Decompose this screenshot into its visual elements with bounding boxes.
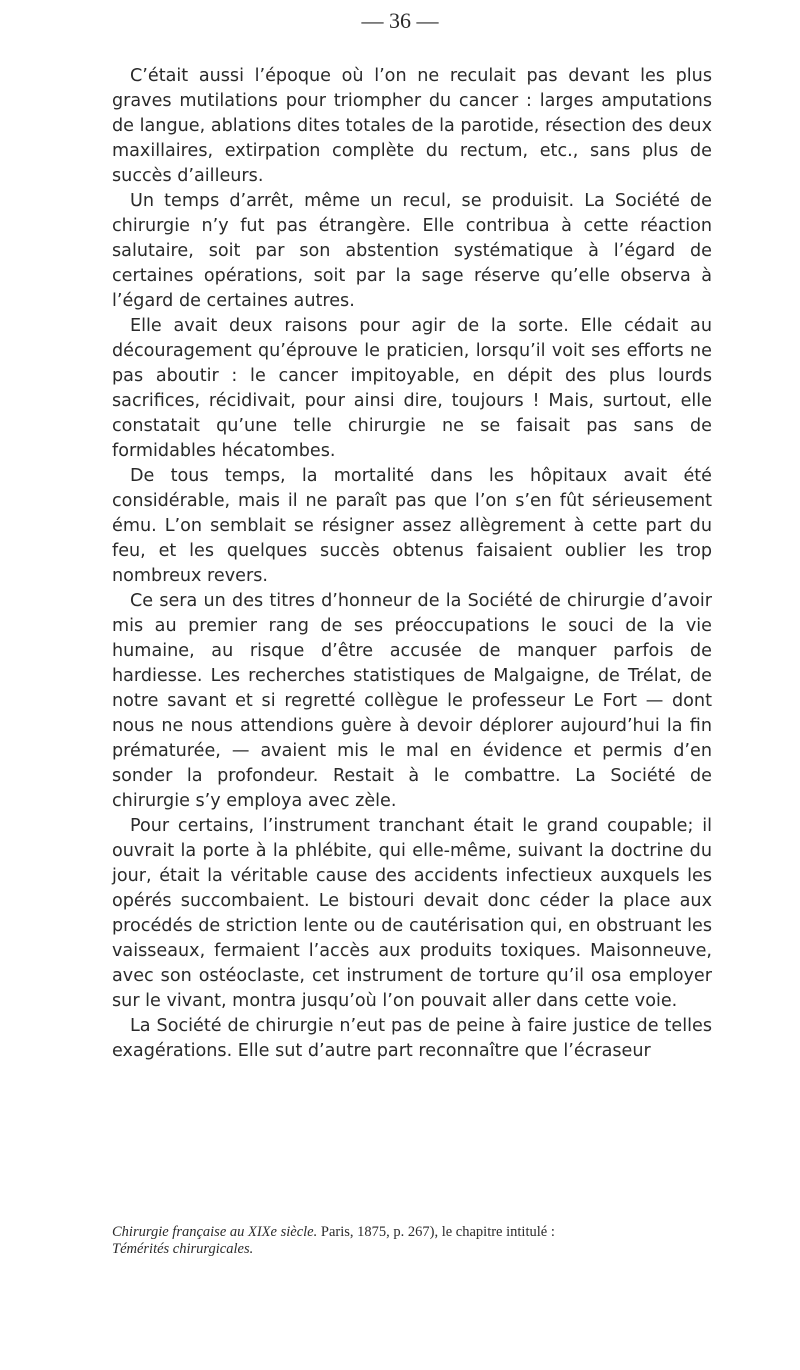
body-text <box>112 64 712 1064</box>
footnote-title: Chirurgie française au XIXe siècle. <box>112 1224 318 1240</box>
paragraph-6: Pour certains, l’instrument tranchant était le grand coupable; il ouvrait la porte à la phlébite, qui elle-même, suivant la doctrine du jour, était la véritable cause des accidents infectieux auxquels les opérés succombaient. Le bistouri devait donc céder la place aux procédés de striction lente ou de cautérisation qui, en obstruant les vaisseaux, fermaient l’accès aux produits toxiques. Maisonneuve, avec son ostéoclaste, cet instrument de torture qu’il osa employer sur le vivant, montra jusqu’où l’on pouvait aller dans cette voie. <box>112 816 712 1011</box>
paragraph-3: Elle avait deux raisons pour agir de la sorte. Elle cédait au découragement qu’éprouve le praticien, lorsqu’il voit ses efforts ne pas aboutir : le cancer impitoyable, en dépit des plus lourds sacrifices, récidivait, pour ainsi dire, toujours ! Mais, surtout, elle constatait qu’une telle chirurgie ne se faisait pas sans de formidables hécatombes. <box>112 316 712 461</box>
paragraph-2: Un temps d’arrêt, même un recul, se produisit. La Société de chirurgie n’y fut pas étrangère. Elle contribua à cette réaction salutaire, soit par son abstention systématique à l’égard de certaines opérations, soit par la sage réserve qu’elle observa à l’égard de certaines autres. <box>112 191 712 311</box>
page-number: — 36 — <box>361 8 439 33</box>
paragraph-4: De tous temps, la mortalité dans les hôpitaux avait été considérable, mais il ne paraît pas que l’on s’en fût sérieusement ému. L’on semblait se résigner assez allègrement à cette part du feu, et les quelques succès obtenus faisaient oublier les trop nombreux revers. <box>112 466 712 586</box>
paragraph-7: La Société de chirurgie n’eut pas de peine à faire justice de telles exagérations. Elle sut d’autre part reconnaître que l’écraseur <box>112 1016 712 1061</box>
footnote <box>112 1224 712 1258</box>
paragraph-5: Ce sera un des titres d’honneur de la Société de chirurgie d’avoir mis au premier rang de ses préoccupations le souci de la vie humaine, au risque d’être accusée de manquer parfois de hardiesse. Les recherches statistiques de Malgaigne, de Trélat, de notre savant et si regretté collègue le professeur Le Fort — dont nous ne nous attendions guère à devoir déplorer aujourd’hui la fin prématurée, — avaient mis le mal en évidence et permis d’en sonder la profondeur. Restait à le combattre. La Société de chirurgie s’y employa avec zèle. <box>112 591 712 811</box>
footnote-chapter: Témérités chirurgicales. <box>112 1241 254 1257</box>
footnote-details: Paris, 1875, p. 267), le chapitre intitulé : <box>320 1224 555 1240</box>
paragraph-1: C’était aussi l’époque où l’on ne reculait pas devant les plus graves mutilations pour triompher du cancer : larges amputations de langue, ablations dites totales de la parotide, résection des deux maxillaires, extirpation complète du rectum, etc., sans plus de succès d’ailleurs. <box>112 66 712 186</box>
